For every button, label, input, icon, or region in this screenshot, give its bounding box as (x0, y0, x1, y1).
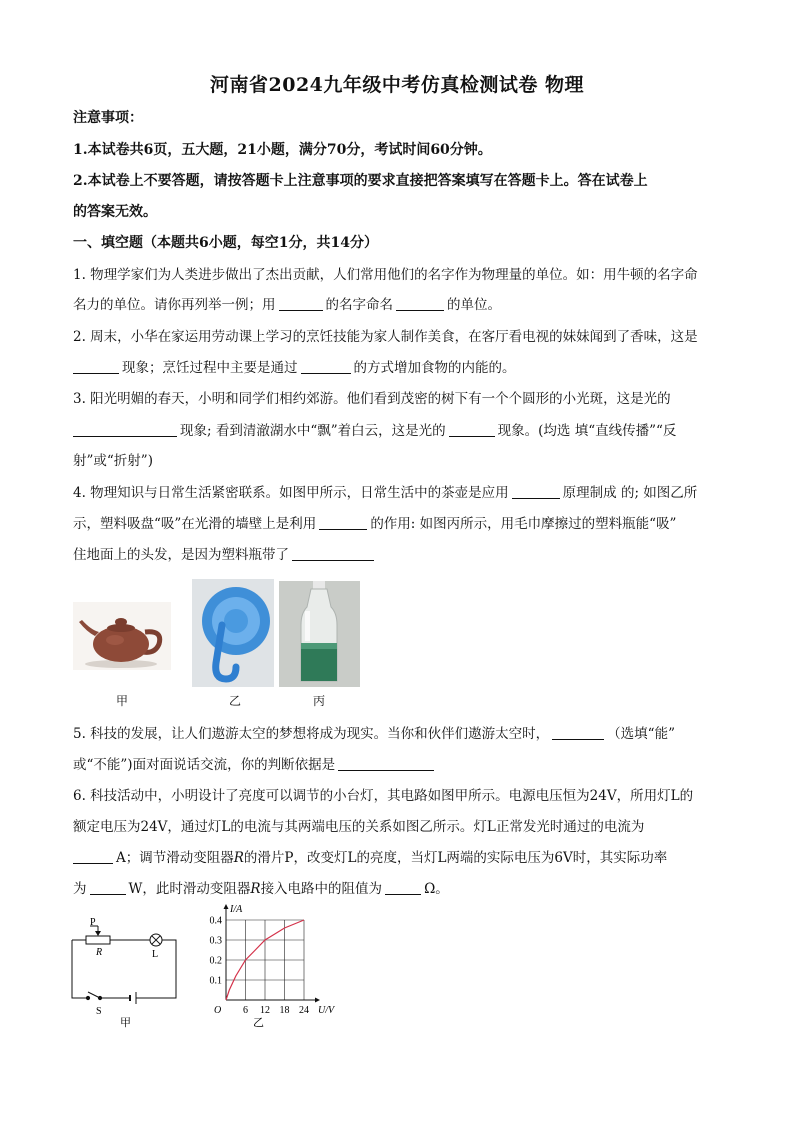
x-tick-label: 18 (279, 1005, 290, 1016)
section-heading: 一、填空题（本题共6小题，每空1分，共14分） (73, 235, 378, 251)
suction-cup-image (192, 579, 274, 687)
label-p: P (90, 918, 96, 928)
label-r: R (96, 947, 103, 958)
chart-grid (226, 920, 304, 1000)
q1-blank-2[interactable] (396, 296, 444, 311)
q5-line2 (73, 755, 733, 775)
q2-blank-2[interactable] (301, 359, 351, 374)
notice-item-2b: 的答案无效。 (73, 204, 157, 220)
q4-text-c: 示，塑料吸盘“吸”在光滑的墙壁上是利用 (73, 516, 317, 532)
graph-caption: 乙 (253, 1017, 264, 1029)
q4-blank-3[interactable] (292, 546, 374, 561)
suction-cup-drawing (192, 579, 274, 687)
notice-item-1: 1.本试卷共6页，五大题，21小题，满分70分，考试时间60分钟。 (73, 142, 492, 158)
q6-text-a: A；调节滑动变阻器 (116, 850, 234, 866)
plastic-bottle-image (279, 581, 360, 687)
plastic-bottle-drawing (279, 581, 360, 687)
chart-ticks (210, 916, 310, 1017)
q4-text-d: 的作用: 如图丙所示，用毛巾摩擦过的塑料瓶能“吸” (370, 516, 677, 532)
q5-line1 (73, 724, 733, 744)
label-s: S (96, 1006, 102, 1017)
wire-left (72, 940, 88, 998)
q6-line4 (73, 879, 733, 899)
q1-text-c: 的单位。 (447, 297, 501, 313)
q6-symbol-r-1: R (233, 850, 244, 866)
q6-text-c: 为 (73, 881, 87, 897)
q2-line1: 2. 周末，小华在家运用劳动课上学习的烹饪技能为家人制作美食，在客厅看电视的妹妹闻到了香味，这是 (73, 329, 698, 345)
circuit-caption: 甲 (120, 1017, 131, 1029)
q2-text-a: 现象；烹饪过程中主要是通过 (122, 360, 298, 376)
iu-graph (196, 900, 346, 1030)
q3-blank-1[interactable] (73, 422, 177, 437)
q4-blank-1[interactable] (512, 484, 560, 499)
teapot-drawing (73, 602, 171, 670)
q2-line2 (73, 358, 733, 378)
q6-text-b: 的滑片P，改变灯L的亮度，当灯L两端的实际电压为6V时，其实际功率 (243, 850, 668, 866)
x-tick-label: 12 (260, 1005, 270, 1016)
q5-text-a: 5. 科技的发展，让人们遨游太空的梦想将成为现实。当你和伙伴们遨游太空时， (73, 726, 550, 742)
q6-line2: 额定电压为24V，通过灯L的电流与其两端电压的关系如图乙所示。灯L正常发光时通过的电流为 (73, 819, 645, 835)
q3-line1: 3. 阳光明媚的春天，小明和同学们相约郊游。他们看到茂密的树下有一个个圆形的小光斑，这是光的 (73, 391, 671, 407)
y-axis-label: I/A (230, 904, 243, 915)
notice-heading: 注意事项： (73, 110, 143, 126)
q3-text-a: 现象; 看到清澈湖水中“飘”着白云，这是光的 (180, 423, 446, 439)
y-tick-label: 0.4 (209, 915, 222, 927)
q6-blank-2[interactable] (90, 880, 126, 895)
image-caption-jia: 甲 (116, 694, 129, 708)
q6-blank-3[interactable] (385, 880, 421, 895)
image-caption-yi: 乙 (229, 694, 242, 708)
q5-text-b: （选填“能” (607, 726, 675, 742)
q6-symbol-r-2: R (250, 881, 261, 897)
q1-line1: 1. 物理学家们为人类进步做出了杰出贡献，人们常用他们的名字作为物理量的单位。如：用牛顿的名字命 (73, 267, 698, 283)
y-tick-label: 0.1 (209, 975, 222, 987)
y-tick-label: 0.2 (209, 955, 222, 967)
q1-text-b: 的名字命名 (325, 297, 393, 313)
x-tick-label: 6 (243, 1005, 248, 1016)
q3-line2 (73, 421, 733, 441)
q5-blank-2[interactable] (338, 756, 434, 771)
q2-text-b: 的方式增加食物的内能的。 (353, 360, 516, 376)
q6-text-d: W，此时滑动变阻器 (128, 881, 251, 897)
x-axis-arrow (315, 998, 320, 1003)
q6-text-f: Ω。 (424, 881, 449, 897)
chart-axes (224, 904, 321, 1003)
y-axis-arrow (224, 904, 229, 909)
q4-text-e: 住地面上的头发，是因为塑料瓶带了 (73, 547, 289, 563)
teapot-image (73, 602, 171, 670)
y-tick-label: 0.3 (209, 935, 222, 947)
q6-text-e: 接入电路中的阻值为 (260, 881, 383, 897)
q4-line1 (73, 483, 733, 503)
origin-label: O (214, 1005, 222, 1016)
q6-blank-1[interactable] (73, 849, 113, 864)
rheostat-resistor (86, 936, 110, 944)
q1-line2 (73, 295, 733, 315)
q4-text-a: 4. 物理知识与日常生活紧密联系。如图甲所示，日常生活中的茶壶是应用 (73, 485, 509, 501)
q6-line3 (73, 848, 733, 868)
q3-blank-2[interactable] (449, 422, 495, 437)
q4-line2 (73, 514, 733, 534)
q3-text-b: 现象。(均选 填“直线传播”“反 (497, 423, 677, 439)
circuit-diagram (66, 918, 186, 1030)
q5-blank-1[interactable] (552, 725, 604, 740)
notice-item-2a: 2.本试卷上不要答题，请按答题卡上注意事项的要求直接把答案填写在答题卡上。答在试卷上 (73, 173, 648, 189)
q5-text-c: 或“不能”)面对面说话交流，你的判断依据是 (73, 757, 336, 773)
q1-text-a: 名力的单位。请你再列举一例；用 (73, 297, 276, 313)
q3-line3: 射”或“折射”) (73, 453, 153, 469)
image-caption-bing: 丙 (313, 694, 326, 708)
q4-text-b: 原理制成 的; 如图乙所 (562, 485, 698, 501)
q6-line1: 6. 科技活动中，小明设计了亮度可以调节的小台灯，其电路如图甲所示。电源电压恒为24V，所用灯L的 (73, 788, 694, 804)
label-l: L (152, 949, 159, 960)
q4-blank-2[interactable] (319, 515, 367, 530)
q4-line3 (73, 545, 733, 565)
q2-blank-1[interactable] (73, 359, 119, 374)
q1-blank-1[interactable] (279, 296, 323, 311)
slider-arrow-head (95, 931, 101, 936)
x-tick-label: 24 (299, 1005, 309, 1016)
x-axis-label: U/V (318, 1005, 335, 1016)
page-title: 河南省2024九年级中考仿真检测试卷 物理 (210, 74, 584, 96)
